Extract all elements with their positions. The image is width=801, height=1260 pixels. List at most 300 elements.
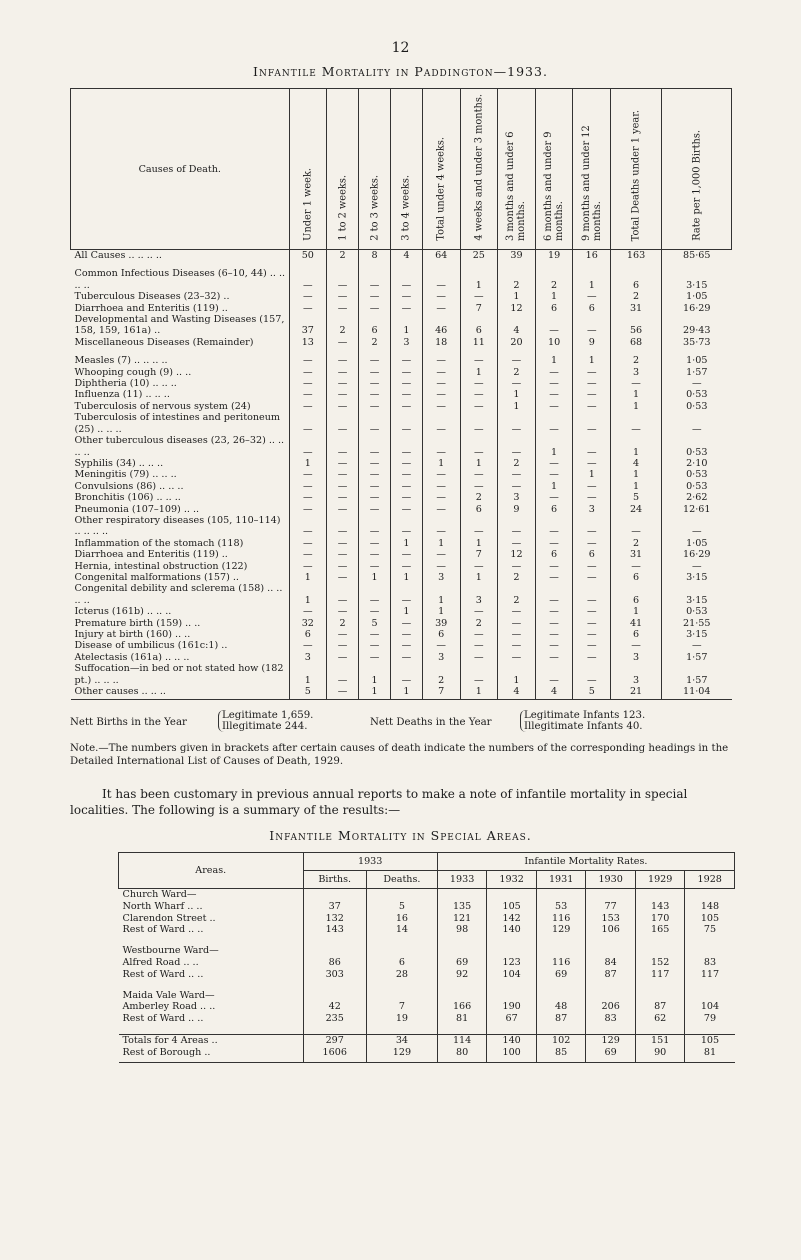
value-cell: 77 [586,901,636,913]
value-cell: — [535,412,573,435]
value-cell: 42 [303,1001,366,1013]
value-cell: 8 [359,250,391,262]
value-cell: — [359,606,391,617]
value-cell: — [498,640,536,651]
value-cell: 1 [390,606,422,617]
value-cell: — [327,435,359,458]
cause-label: Influenza (11) .. .. .. [74,389,170,401]
spacer-cell [586,1025,636,1035]
areas-header: Areas. [119,853,304,889]
value-cell: 5 [289,686,327,700]
cause-row [71,250,732,262]
value-cell: 123 [487,957,537,969]
value-cell: — [390,515,422,538]
value-cell: — [359,412,391,435]
value-cell [437,990,487,1002]
value-cell: — [327,538,359,549]
value-cell: 6 [422,629,460,640]
value-cell: — [289,367,327,378]
value-cell: — [289,606,327,617]
value-cell: 34 [366,1034,437,1046]
value-cell: 129 [536,924,586,936]
value-cell: — [611,561,662,572]
value-cell: — [289,481,327,492]
value-cell: 116 [536,913,586,925]
value-cell: 87 [635,1001,685,1013]
value-cell: 1 [573,469,611,480]
value-cell: 2 [460,492,498,503]
value-cell: 3 [422,652,460,663]
value-cell: — [535,458,573,469]
value-cell: 7 [460,303,498,314]
area-row [119,901,735,913]
value-cell: — [498,652,536,663]
value-cell: 1 [289,583,327,606]
value-cell: 81 [685,1047,735,1062]
value-cell: 135 [437,901,487,913]
value-cell: — [359,538,391,549]
area-label: Rest of Ward .. .. [122,1013,204,1025]
cause-label: Syphilis (34) .. .. .. [74,457,164,469]
value-cell: — [573,481,611,492]
value-cell: 121 [437,913,487,925]
spacer-cell [119,1025,304,1035]
value-cell: — [289,412,327,435]
value-cell: 35·73 [662,337,732,348]
value-cell: 81 [437,1013,487,1025]
value-cell: 6 [289,629,327,640]
value-cell: — [390,378,422,389]
value-cell: — [289,469,327,480]
value-cell: 1·57 [662,652,732,663]
value-cell [586,990,636,1002]
value-cell: — [498,412,536,435]
value-cell: — [359,492,391,503]
value-cell [437,945,487,957]
value-cell: 1 [359,686,391,700]
value-cell: 6 [460,314,498,337]
value-cell: — [390,504,422,515]
value-cell: — [573,492,611,503]
cause-label: Bronchitis (106) .. .. .. [74,492,181,504]
value-cell: 165 [635,924,685,936]
area-label: Westbourne Ward— [122,945,219,957]
value-cell: 1 [422,538,460,549]
spacer-cell [662,261,732,268]
value-cell: 2 [327,250,359,262]
value-cell: — [359,401,391,412]
value-cell [536,889,586,901]
value-cell: 166 [437,1001,487,1013]
value-cell [303,990,366,1002]
value-cell: 1 [390,686,422,700]
value-cell: 3·15 [662,583,732,606]
value-cell [366,990,437,1002]
year-header: 1933 [303,853,437,871]
value-cell: 1 [460,686,498,700]
value-cell: 3 [611,652,662,663]
value-cell: 53 [536,901,586,913]
cause-label: Common Infectious Diseases (6–10, 44) .. .. .. .. [74,268,286,291]
spacer-cell [390,261,422,268]
cause-row [71,606,732,617]
value-cell: — [359,389,391,400]
value-cell: — [422,303,460,314]
value-cell: 116 [536,957,586,969]
value-cell: — [498,378,536,389]
value-cell: — [460,291,498,302]
value-cell: — [498,606,536,617]
value-cell: 6 [460,504,498,515]
col-header: Total under 4 weeks. [435,137,447,241]
sub-header: 1933 [437,871,487,889]
value-cell: 143 [635,901,685,913]
value-cell: — [390,492,422,503]
spacer-cell [573,261,611,268]
value-cell: 3 [460,583,498,606]
spacer-cell [536,1025,586,1035]
area-row [119,945,735,957]
value-cell: 31 [611,303,662,314]
col-header: 9 months and under 12 months. [580,125,603,241]
spacer-cell [359,348,391,355]
cause-label: Premature birth (159) .. .. [74,617,201,629]
spacer-cell [390,348,422,355]
value-cell [635,889,685,901]
value-cell: — [289,378,327,389]
value-cell: — [327,268,359,291]
value-cell: 2·10 [662,458,732,469]
value-cell: — [573,663,611,686]
value-cell: 3·15 [662,268,732,291]
value-cell: — [422,504,460,515]
value-cell: — [289,640,327,651]
value-cell: 16·29 [662,303,732,314]
value-cell: — [359,378,391,389]
spacer-cell [437,981,487,990]
spacer-cell [303,981,366,990]
value-cell: 1 [611,481,662,492]
value-cell: — [422,389,460,400]
value-cell: 5 [359,618,391,629]
value-cell: — [390,355,422,366]
cause-row [71,355,732,366]
value-cell: — [422,469,460,480]
value-cell: — [359,481,391,492]
value-cell: 6 [573,303,611,314]
spacer-cell [327,348,359,355]
value-cell [536,945,586,957]
value-cell: — [535,561,573,572]
spacer-cell [366,936,437,945]
value-cell: 4 [535,686,573,700]
value-cell: 14 [366,924,437,936]
value-cell: — [573,435,611,458]
value-cell: — [390,640,422,651]
value-cell: 64 [422,250,460,262]
value-cell: — [573,291,611,302]
spacer-cell [536,936,586,945]
value-cell: — [460,481,498,492]
value-cell: — [422,412,460,435]
value-cell: 163 [611,250,662,262]
value-cell: — [662,515,732,538]
value-cell: — [460,606,498,617]
table1-header-row [71,89,732,250]
cause-label: Hernia, intestinal obstruction (122) [74,560,248,572]
value-cell: — [460,652,498,663]
spacer-cell [303,1025,366,1035]
value-cell: 117 [685,969,735,981]
value-cell: — [535,389,573,400]
value-cell: 21 [611,686,662,700]
value-cell: 32 [289,618,327,629]
area-row [119,1034,735,1046]
value-cell: 75 [685,924,735,936]
value-cell: — [573,515,611,538]
cause-label: Other respiratory diseases (105, 110–114) .. .. .. .. [74,514,281,538]
value-cell: 50 [289,250,327,262]
value-cell: 5 [611,492,662,503]
nett-deaths-illegit: Illegitimate Infants 40. [524,721,643,732]
value-cell: 140 [487,924,537,936]
value-cell: 7 [460,549,498,560]
cause-row [71,504,732,515]
value-cell: — [498,469,536,480]
value-cell: — [460,355,498,366]
value-cell: — [573,640,611,651]
cause-row [71,629,732,640]
cause-row [71,583,732,606]
value-cell: — [535,469,573,480]
value-cell: 39 [498,250,536,262]
value-cell: — [390,629,422,640]
value-cell: 3 [611,367,662,378]
value-cell: — [460,469,498,480]
value-cell: 9 [573,337,611,348]
value-cell: 6 [611,583,662,606]
value-cell: — [289,538,327,549]
value-cell: 6 [611,572,662,583]
value-cell: 2 [498,572,536,583]
value-cell: — [289,389,327,400]
value-cell: — [289,492,327,503]
value-cell: — [327,504,359,515]
value-cell: — [573,572,611,583]
value-cell: 67 [487,1013,537,1025]
value-cell: 105 [685,1034,735,1046]
value-cell: — [390,549,422,560]
value-cell: — [289,401,327,412]
value-cell: 0·53 [662,469,732,480]
value-cell: 0·53 [662,435,732,458]
area-row [119,1001,735,1013]
area-row [119,969,735,981]
value-cell: 69 [536,969,586,981]
cause-label: Whooping cough (9) .. .. [74,366,192,378]
spacer-cell [71,261,290,268]
value-cell: 1 [390,572,422,583]
value-cell: — [327,515,359,538]
value-cell: 16·29 [662,549,732,560]
value-cell: 1 [422,458,460,469]
value-cell: 153 [586,913,636,925]
value-cell: 1 [573,355,611,366]
value-cell: 6 [366,957,437,969]
spacer-cell [422,261,460,268]
spacer-cell [71,348,290,355]
cause-label: Diarrhoea and Enteritis (119) .. [74,549,228,561]
value-cell: — [498,538,536,549]
value-cell: — [359,583,391,606]
value-cell: — [460,640,498,651]
area-label: Church Ward— [122,889,197,900]
value-cell: 2·62 [662,492,732,503]
col-header: Rate per 1,000 Births. [691,130,703,241]
value-cell: — [327,640,359,651]
value-cell: 25 [460,250,498,262]
value-cell: 106 [586,924,636,936]
value-cell [437,889,487,901]
value-cell: — [327,291,359,302]
value-cell: — [359,435,391,458]
value-cell: 16 [573,250,611,262]
value-cell: 148 [685,901,735,913]
value-cell: 143 [303,924,366,936]
value-cell: 12·61 [662,504,732,515]
value-cell: 1 [289,458,327,469]
col-header: 2 to 3 weeks. [369,175,380,241]
spacer-cell [498,261,536,268]
value-cell: — [327,378,359,389]
value-cell: 1 [359,572,391,583]
value-cell: 46 [422,314,460,337]
cause-row [71,618,732,629]
value-cell: 114 [437,1034,487,1046]
spacer-cell [327,261,359,268]
area-row [119,957,735,969]
value-cell: 1 [359,663,391,686]
spacer-cell [303,936,366,945]
value-cell: 1 [460,538,498,549]
value-cell: 129 [586,1034,636,1046]
spacer-cell [573,348,611,355]
area-row [119,1047,735,1062]
value-cell: 87 [536,1013,586,1025]
cause-label: Diarrhoea and Enteritis (119) .. [74,302,228,314]
value-cell: — [662,378,732,389]
value-cell: 83 [586,1013,636,1025]
footnote: Note.—The numbers given in brackets after certain causes of death indicate the numbers of the corresponding headings in the Detailed International List of Causes of Death, 1929. [70,743,729,767]
value-cell: 3 [573,504,611,515]
value-cell: — [573,618,611,629]
value-cell: — [327,389,359,400]
value-cell: 1 [535,291,573,302]
value-cell: 190 [487,1001,537,1013]
area-label: Alfred Road .. .. [122,956,199,968]
value-cell [586,889,636,901]
value-cell: — [327,583,359,606]
value-cell [366,889,437,901]
value-cell: 1 [390,314,422,337]
value-cell: 140 [487,1034,537,1046]
cause-label: Injury at birth (160) .. .. [74,629,191,640]
value-cell: 2 [611,355,662,366]
value-cell: — [359,268,391,291]
value-cell: — [289,303,327,314]
spacer-row [71,261,732,268]
cause-row [71,412,732,435]
value-cell: — [289,268,327,291]
area-row [119,990,735,1002]
nett-deaths-label: Nett Deaths in the Year [370,717,492,728]
cause-row [71,538,732,549]
value-cell: — [359,469,391,480]
spacer-cell [611,261,662,268]
value-cell: 303 [303,969,366,981]
value-cell: — [390,481,422,492]
cause-label: Atelectasis (161a) .. .. .. [74,651,190,663]
area-label: Amberley Road .. .. [122,1001,216,1013]
value-cell: 129 [366,1047,437,1062]
value-cell: 2 [535,268,573,291]
value-cell: 102 [536,1034,586,1046]
value-cell: 297 [303,1034,366,1046]
value-cell: — [460,412,498,435]
value-cell: 4 [390,250,422,262]
cause-header: Causes of Death. [71,89,290,250]
value-cell: — [327,549,359,560]
value-cell: — [573,389,611,400]
spacer-cell [498,348,536,355]
value-cell: 3·15 [662,629,732,640]
value-cell: — [289,504,327,515]
spacer-cell [586,981,636,990]
cause-label: Congenital debility and sclerema (158) .. .. .. .. [74,583,283,606]
value-cell: — [422,291,460,302]
value-cell: 1·05 [662,538,732,549]
spacer-row [71,348,732,355]
value-cell: 1 [611,435,662,458]
value-cell: — [327,686,359,700]
cause-row [71,561,732,572]
cause-row [71,367,732,378]
value-cell: 31 [611,549,662,560]
col-header: Under 1 week. [302,168,314,241]
value-cell: 2 [498,367,536,378]
cause-label: Measles (7) .. .. .. .. [74,355,168,367]
spacer-cell [359,261,391,268]
value-cell: 0·53 [662,606,732,617]
nett-births-label: Nett Births in the Year [70,717,187,728]
cause-label: Icterus (161b) .. .. .. [74,606,172,618]
value-cell: 1 [498,663,536,686]
value-cell [586,945,636,957]
value-cell: 84 [586,957,636,969]
value-cell: — [390,389,422,400]
table1-body [71,250,732,700]
spacer-cell [289,348,327,355]
value-cell: — [535,401,573,412]
value-cell [303,889,366,901]
value-cell: — [390,412,422,435]
value-cell: — [460,561,498,572]
value-cell: 1 [535,435,573,458]
value-cell: 6 [359,314,391,337]
value-cell: — [327,481,359,492]
value-cell: 2 [422,663,460,686]
value-cell: 105 [487,901,537,913]
